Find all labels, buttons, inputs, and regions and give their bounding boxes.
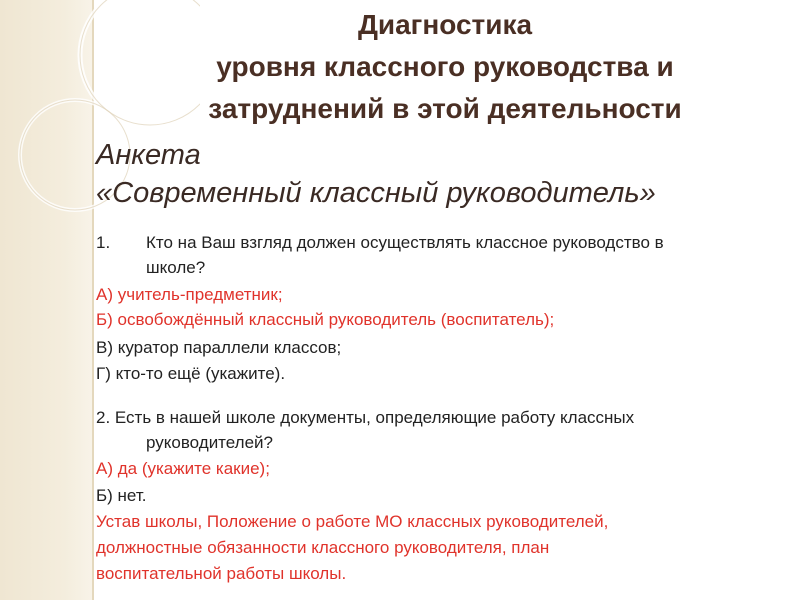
question-2-option-b: Б) нет. <box>96 486 147 505</box>
question-2-text-line-2: руководителей? <box>146 433 273 452</box>
question-1-text-line-1: Кто на Ваш взгляд должен осуществлять классное руководство в <box>146 233 664 252</box>
question-1-number: 1. <box>96 233 111 252</box>
question-2-answer-line-1: Устав школы, Положение о работе МО классных руководителей, <box>96 512 609 531</box>
title-line-3: затруднений в этой деятельности <box>208 93 682 124</box>
question-1-option-c: В) куратор параллели классов; <box>96 338 342 357</box>
title-line-1: Диагностика <box>357 9 533 40</box>
question-1-option-b: Б) освобождённый классный руководитель (воспитатель); <box>96 310 555 329</box>
subtitle-line-1: Анкета <box>96 139 201 171</box>
question-1-option-d: Г) кто-то ещё (укажите). <box>96 364 286 383</box>
title-line-2: уровня классного руководства и <box>216 51 674 82</box>
slide-title <box>100 4 790 130</box>
question-1-text-line-2: школе? <box>146 258 206 277</box>
question-2-text-line-1: 2. Есть в нашей школе документы, определяющие работу классных <box>96 408 635 427</box>
subtitle-line-2: «Современный классный руководитель» <box>96 177 656 209</box>
question-2-answer-line-2: должностные обязанности классного руководителя, план <box>96 538 550 557</box>
survey-subtitle <box>96 136 656 212</box>
question-2-answer-line-3: воспитательной работы школы. <box>96 564 347 583</box>
question-1-option-a: А) учитель-предметник; <box>96 285 283 304</box>
question-2-option-a: А) да (укажите какие); <box>96 459 270 478</box>
